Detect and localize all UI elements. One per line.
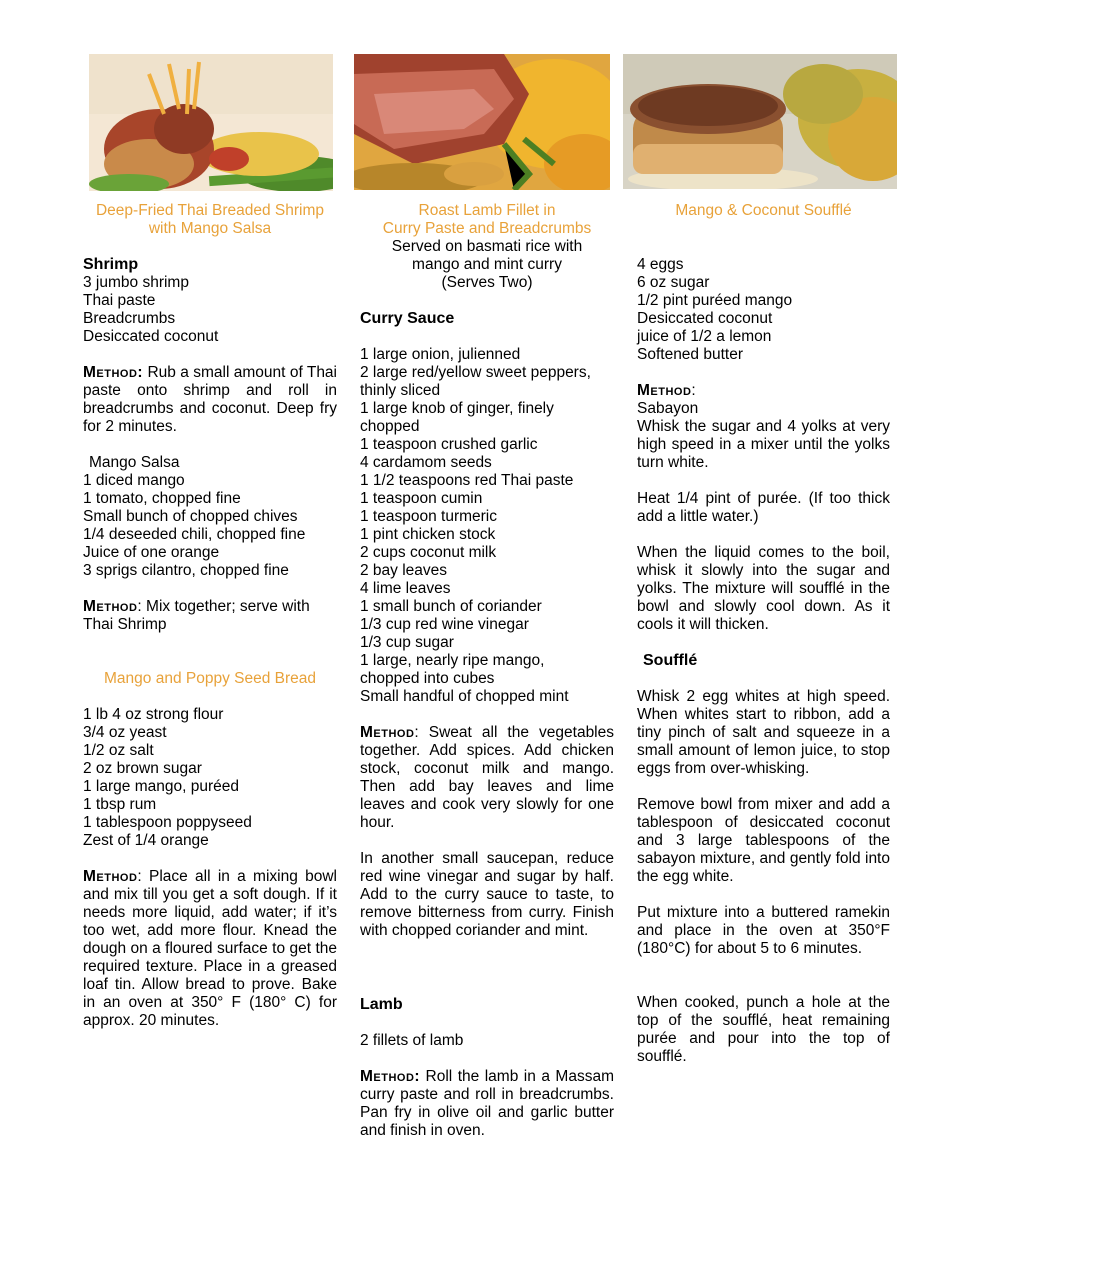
ingredient: Desiccated coconut — [637, 310, 773, 327]
ingredient: 1 large knob of ginger, finely — [360, 400, 554, 417]
method-text: : Sweat all the vegetables together. Add spices. Add chicken stock, coconut milk and mango. Then add bay leaves and lime leaves and cook very slowly for one hour. — [360, 724, 614, 831]
salsa-method — [83, 598, 337, 634]
ingredient: 4 lime leaves — [360, 580, 451, 597]
shrimp-photo — [89, 54, 333, 191]
ingredient: Softened butter — [637, 346, 743, 363]
method-text: : Place all in a mixing bowl and mix till you get a soft dough. If it needs more liquid, add water; if it’s too wet, add more flour. Knead the dough on a floured surface to get the required texture. Place in a greased loaf tin. Allow bread to prove. Bake in an oven at 350° F (180° C) for approx. 20 minutes. — [83, 868, 337, 1029]
section-heading: Shrimp — [83, 256, 139, 273]
method-paragraph: Whisk the sugar and 4 yolks at very high speed in a mixer until the yolks turn white. — [637, 418, 890, 471]
ingredient: Juice of one orange — [83, 544, 220, 561]
title-line: Deep-Fried Thai Breaded Shrimp — [95, 202, 325, 219]
ingredient: Desiccated coconut — [83, 328, 219, 345]
title-line: with Mango Salsa — [148, 220, 272, 237]
ingredient: 1 1/2 teaspoons red Thai paste — [360, 472, 574, 489]
souffle-ingredients — [637, 256, 890, 364]
ingredient: 1 tomato, chopped fine — [83, 490, 241, 507]
method-paragraph: Whisk 2 egg whites at high speed. When whites start to ribbon, add a tiny pinch of salt and squeeze in a small amount of lemon juice, to stop eggs from over-whisking. — [637, 688, 890, 777]
ingredient: 3/4 oz yeast — [83, 724, 167, 741]
ingredient: 1/3 cup sugar — [360, 634, 454, 651]
section-heading: Soufflé — [643, 652, 698, 669]
method-paragraph: Heat 1/4 pint of purée. (If too thick add a little water.) — [637, 490, 890, 525]
ingredient: chopped into cubes — [360, 670, 495, 687]
ingredient: 1/4 deseeded chili, chopped fine — [83, 526, 306, 543]
ingredient: Small handful of chopped mint — [360, 688, 569, 705]
curry-ingredients — [360, 346, 614, 706]
ingredient: 2 oz brown sugar — [83, 760, 202, 777]
ingredient: 1 diced mango — [83, 472, 185, 489]
subtitle-line: Served on basmati rice with — [391, 238, 583, 255]
ingredient: thinly sliced — [360, 382, 441, 399]
ingredient: 1 tbsp rum — [83, 796, 157, 813]
souffle-recipe-title: Mango & Coconut Soufflé — [675, 202, 852, 219]
souffle-photo — [623, 54, 897, 189]
ingredient: 1/2 pint puréed mango — [637, 292, 793, 309]
method-text: : Mix together; serve with Thai Shrimp — [83, 598, 310, 633]
method-label: Method: — [83, 364, 144, 381]
ingredient: 4 cardamom seeds — [360, 454, 492, 471]
lamb-method — [360, 1068, 614, 1140]
ingredient: juice of 1/2 a lemon — [637, 328, 772, 345]
ingredient: chopped — [360, 418, 420, 435]
ingredient: 2 bay leaves — [360, 562, 448, 579]
section-heading: Curry Sauce — [360, 310, 455, 327]
ingredient: 1 teaspoon crushed garlic — [360, 436, 538, 453]
ingredient: 2 large red/yellow sweet peppers, — [360, 364, 591, 381]
method-paragraph: When the liquid comes to the boil, whisk it slowly into the sugar and yolks. The mixture will soufflé in the bowl and slowly cool down. As it cools it will thicken. — [637, 544, 890, 633]
lamb-photo — [354, 54, 610, 190]
ingredient: Zest of 1/4 orange — [83, 832, 209, 849]
ingredient: 1 teaspoon turmeric — [360, 508, 497, 525]
ingredient: 2 cups coconut milk — [360, 544, 497, 561]
method-label: Method — [637, 382, 692, 399]
bread-recipe-title: Mango and Poppy Seed Bread — [104, 670, 316, 687]
ingredient: 1 large, nearly ripe mango, — [360, 652, 545, 669]
method-label: Method: — [360, 1068, 421, 1085]
method-paragraph: When cooked, punch a hole at the top of the soufflé, heat remaining purée and pour into the top of soufflé. — [637, 994, 890, 1065]
ingredient: 1 large mango, puréed — [83, 778, 239, 795]
shrimp-recipe-title — [83, 202, 337, 238]
curry-paragraph: In another small saucepan, reduce red wine vinegar and sugar by half. Add to the curry sauce to taste, to remove bitterness from curry. Finish with chopped coriander and mint. — [360, 850, 614, 939]
method-label: Method — [83, 598, 138, 615]
ingredient: 4 eggs — [637, 256, 684, 273]
title-line: Curry Paste and Breadcrumbs — [382, 220, 592, 237]
ingredient: 1/2 oz salt — [83, 742, 154, 759]
shrimp-method — [83, 364, 337, 436]
subtitle-line: (Serves Two) — [441, 274, 533, 291]
section-heading: Lamb — [360, 996, 403, 1013]
title-line: Roast Lamb Fillet in — [418, 202, 556, 219]
method-label: Method — [83, 868, 138, 885]
ingredient: 6 oz sugar — [637, 274, 710, 291]
method-text: Rub a small amount of Thai paste onto shrimp and roll in breadcrumbs and coconut. Deep fry for 2 minutes. — [83, 364, 337, 435]
ingredient: 1 large onion, julienned — [360, 346, 521, 363]
method-text: Roll the lamb in a Massam curry paste and roll in breadcrumbs. Pan fry in olive oil and garlic butter and finish in oven. — [360, 1068, 614, 1139]
ingredient: 1 tablespoon poppyseed — [83, 814, 252, 831]
sabayon-label: Sabayon — [637, 400, 699, 417]
curry-method — [360, 724, 614, 832]
ingredient: Thai paste — [83, 292, 156, 309]
ingredient: 2 fillets of lamb — [360, 1032, 464, 1049]
ingredient: 1/3 cup red wine vinegar — [360, 616, 529, 633]
subtitle-line: mango and mint curry — [412, 256, 562, 273]
ingredient: 3 sprigs cilantro, chopped fine — [83, 562, 289, 579]
bread-method — [83, 868, 337, 1030]
method-paragraph: Put mixture into a buttered ramekin and place in the oven at 350°F (180°C) for about 5 to 6 minutes. — [637, 904, 890, 957]
method-paragraph: Remove bowl from mixer and add a tablespoon of desiccated coconut and 3 large tablespoons of the sabayon mixture, and gently fold into the egg white. — [637, 796, 890, 885]
ingredient: 1 lb 4 oz strong flour — [83, 706, 224, 723]
salsa-ingredients — [83, 454, 337, 580]
lamb-recipe-header — [360, 202, 614, 292]
ingredient: 1 small bunch of coriander — [360, 598, 542, 615]
shrimp-ingredients — [83, 256, 337, 346]
ingredient: Small bunch of chopped chives — [83, 508, 298, 525]
ingredient: 1 teaspoon cumin — [360, 490, 483, 507]
ingredient: Breadcrumbs — [83, 310, 176, 327]
souffle-method-heading — [637, 382, 890, 400]
method-label: Method — [360, 724, 415, 741]
ingredient: 1 pint chicken stock — [360, 526, 496, 543]
ingredient: 3 jumbo shrimp — [83, 274, 189, 291]
method-colon: : — [691, 382, 696, 399]
salsa-heading: Mango Salsa — [89, 454, 180, 471]
bread-ingredients — [83, 706, 337, 850]
